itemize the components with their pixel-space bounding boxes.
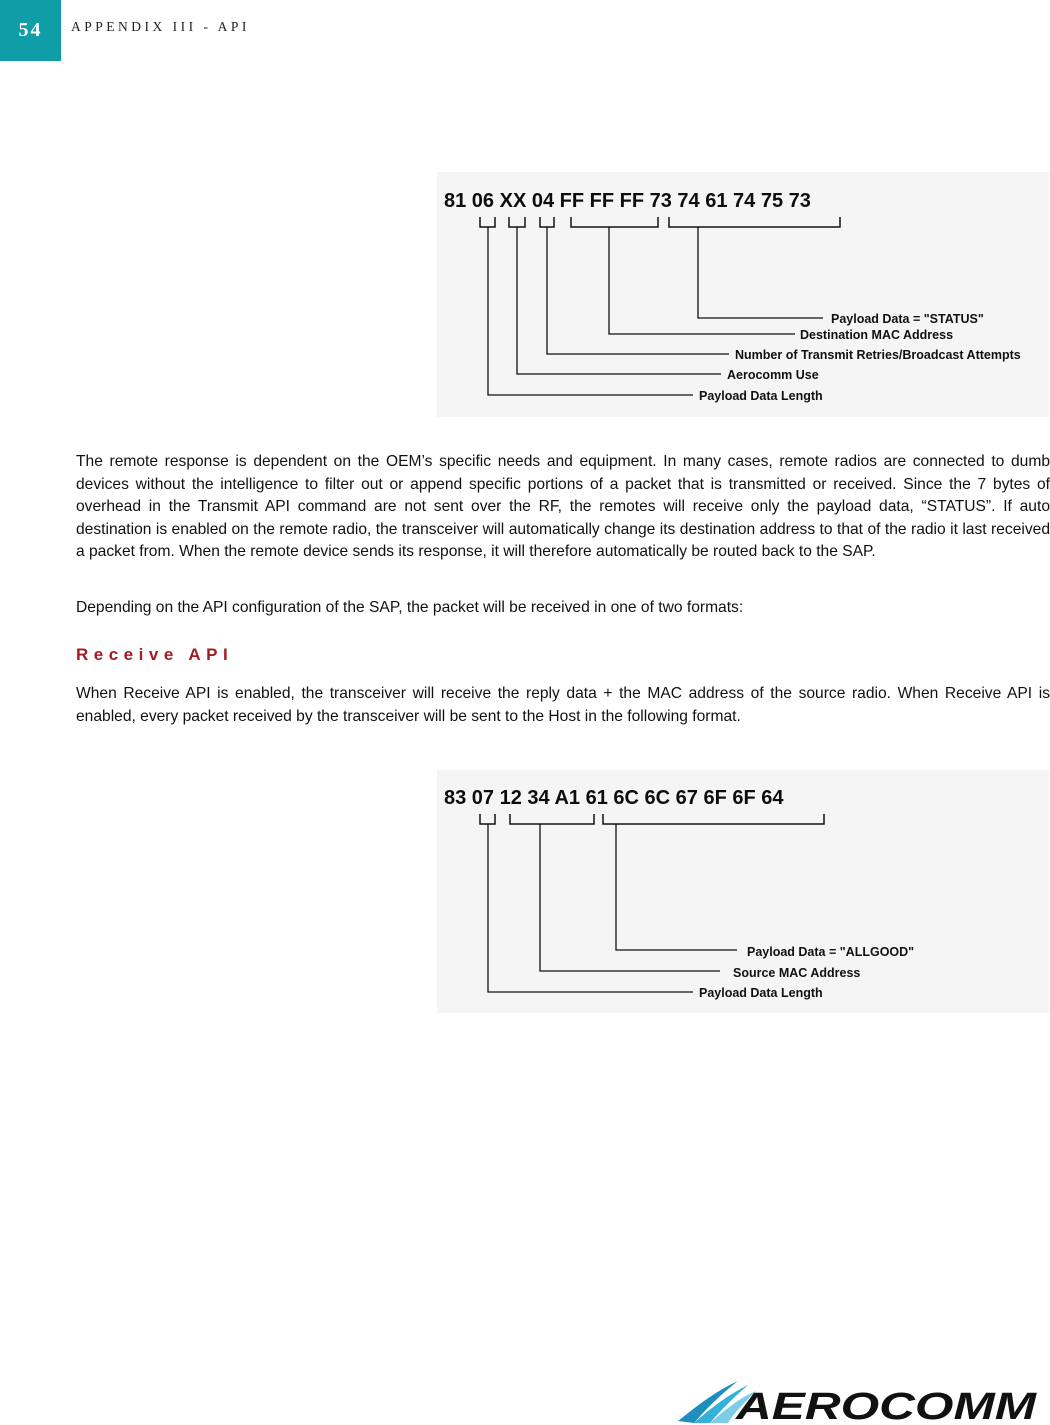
label-payload-data-status: Payload Data = "STATUS" xyxy=(831,312,984,326)
label-aerocomm-use: Aerocomm Use xyxy=(727,368,819,382)
running-header-title: APPENDIX III - API xyxy=(71,19,250,34)
bracket-payload-data xyxy=(669,217,840,227)
label-payload-data-allgood: Payload Data = "ALLGOOD" xyxy=(747,945,915,959)
bracket-rx-payload-length xyxy=(480,814,495,824)
receive-diagram-svg xyxy=(437,770,1049,1013)
receive-hex-bytes: 83 07 12 34 A1 61 6C 6C 67 6F 6F 64 xyxy=(444,787,784,809)
bracket-destination-mac xyxy=(571,217,658,227)
leader-payload-length xyxy=(488,227,693,395)
transmit-diagram-svg xyxy=(437,172,1049,417)
api-config-section xyxy=(76,597,1050,620)
receive-packet-diagram xyxy=(437,770,1049,1013)
paragraph-api-configuration: Depending on the API configuration of the SAP, the packet will be received in one of two formats: xyxy=(76,599,744,616)
logo-wordmark: AEROCOMM xyxy=(734,1386,1038,1425)
leader-rx-payload-length xyxy=(488,824,693,992)
bracket-retries xyxy=(540,217,554,227)
bracket-rx-payload-data xyxy=(603,814,824,824)
transmit-hex-bytes: 81 06 XX 04 FF FF FF 73 74 61 74 75 73 xyxy=(444,190,811,212)
label-payload-length: Payload Data Length xyxy=(699,389,823,403)
receive-api-section xyxy=(76,683,1050,728)
paragraph-remote-response: The remote response is dependent on the OEM’s specific needs and equipment. In many cases, remote radios are connected to dumb devices without the intelligence to filter out or append specific portions of a packet that is transmitted or received. Since the 7 bytes of overhead in the Transmit API command are not sent over the RF, the remotes will receive only the payload data, “STATUS”. If auto destination is enabled on the remote radio, the transceiver will automatically change its destination address to that of the radio it last received a packet from. When the remote device sends its response, it will therefore automatically be routed back to the SAP. xyxy=(76,453,1050,560)
bracket-aerocomm-use xyxy=(509,217,525,227)
remote-response-section xyxy=(76,451,1050,564)
leader-source-mac xyxy=(540,824,720,971)
label-source-mac: Source MAC Address xyxy=(733,966,861,980)
page-number: 54 xyxy=(18,19,43,41)
label-transmit-retries: Number of Transmit Retries/Broadcast Attempts xyxy=(735,348,1021,362)
page-number-badge xyxy=(0,0,61,61)
paragraph-receive-api: When Receive API is enabled, the transceiver will receive the reply data + the MAC address of the source radio. When Receive API is enabled, every packet received by the transceiver will be sent to the Host in the following format. xyxy=(76,685,1050,725)
bracket-source-mac xyxy=(510,814,594,824)
bracket-payload-length xyxy=(480,217,495,227)
transmit-packet-diagram xyxy=(437,172,1049,417)
leader-payload-data xyxy=(698,227,823,318)
section-heading-receive-api: Receive API xyxy=(76,645,234,664)
leader-retries xyxy=(547,227,729,354)
label-destination-mac: Destination MAC Address xyxy=(800,328,954,342)
label-rx-payload-length: Payload Data Length xyxy=(699,986,823,1000)
aerocomm-logo xyxy=(676,1375,1041,1425)
leader-rx-payload-data xyxy=(616,824,737,950)
